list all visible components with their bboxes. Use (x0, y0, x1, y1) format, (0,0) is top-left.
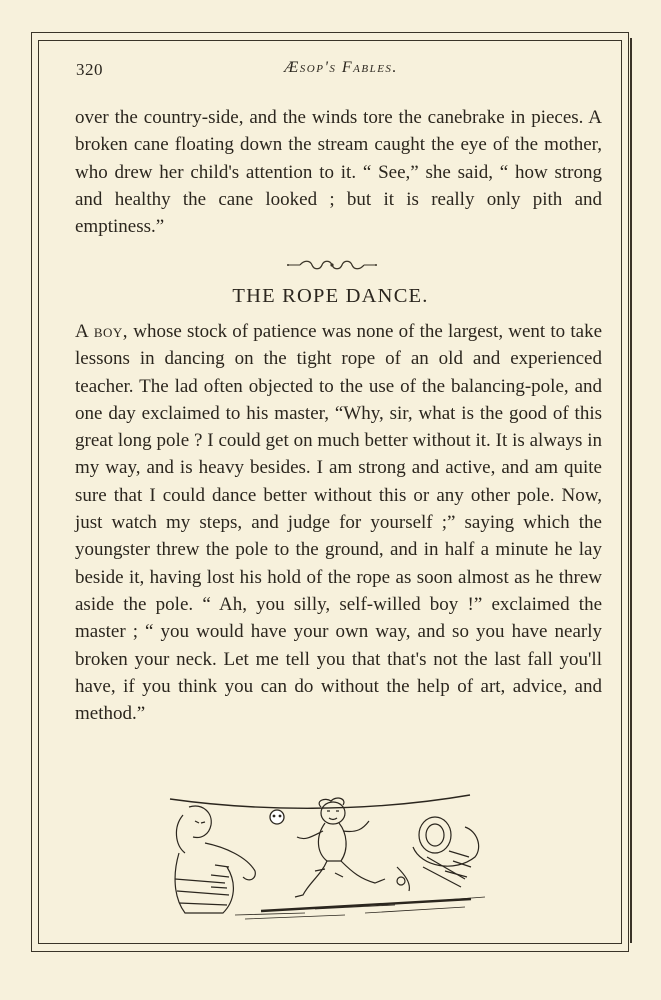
rope-dance-illustration (165, 787, 497, 922)
fable-opening-words: A boy, (75, 321, 129, 342)
continued-paragraph: over the country-side, and the winds tore the canebrake in pieces. A broken cane floating down the stream caught the eye of the mother, who drew her child's attention to it. “ See,” she said, “ how strong and healthy the cane looked ; but it is really only pith and emptiness.” (75, 107, 602, 238)
running-title: Æsop's Fables. (284, 59, 398, 76)
page-edge-rule (630, 38, 632, 943)
page-number: 320 (76, 60, 103, 79)
fable-text: whose stock of patience was none of the largest, went to take lessons in dancing on the tight rope of an old and experienced teacher. The lad often objected to the use of the balancing-pole, and one day exclaimed to his master, “Why, sir, what is the good of this great long pole ? I could get on much better without it. It is always in my way, and is heavy besides. I am strong and active, and am quite sure that I could dance better without this or any other pole. Now, just watch my steps, and judge for yourself ;” saying which the youngster threw the pole to the ground, and in half a minute he lay beside it, having lost his hold of the rope as soon almost as he threw aside the pole. “ Ah, you silly, self-willed boy !” exclaimed the master ; “ you would have your own way, and so you have nearly broken your neck. Let me tell you that that's not the last fall you'll have, if you think you can do without the help of art, advice, and method.” (75, 321, 602, 725)
ornament-divider-icon (286, 257, 378, 273)
fable-title: THE ROPE DANCE. (232, 285, 429, 307)
fable-body (75, 318, 602, 727)
running-header (76, 57, 606, 83)
